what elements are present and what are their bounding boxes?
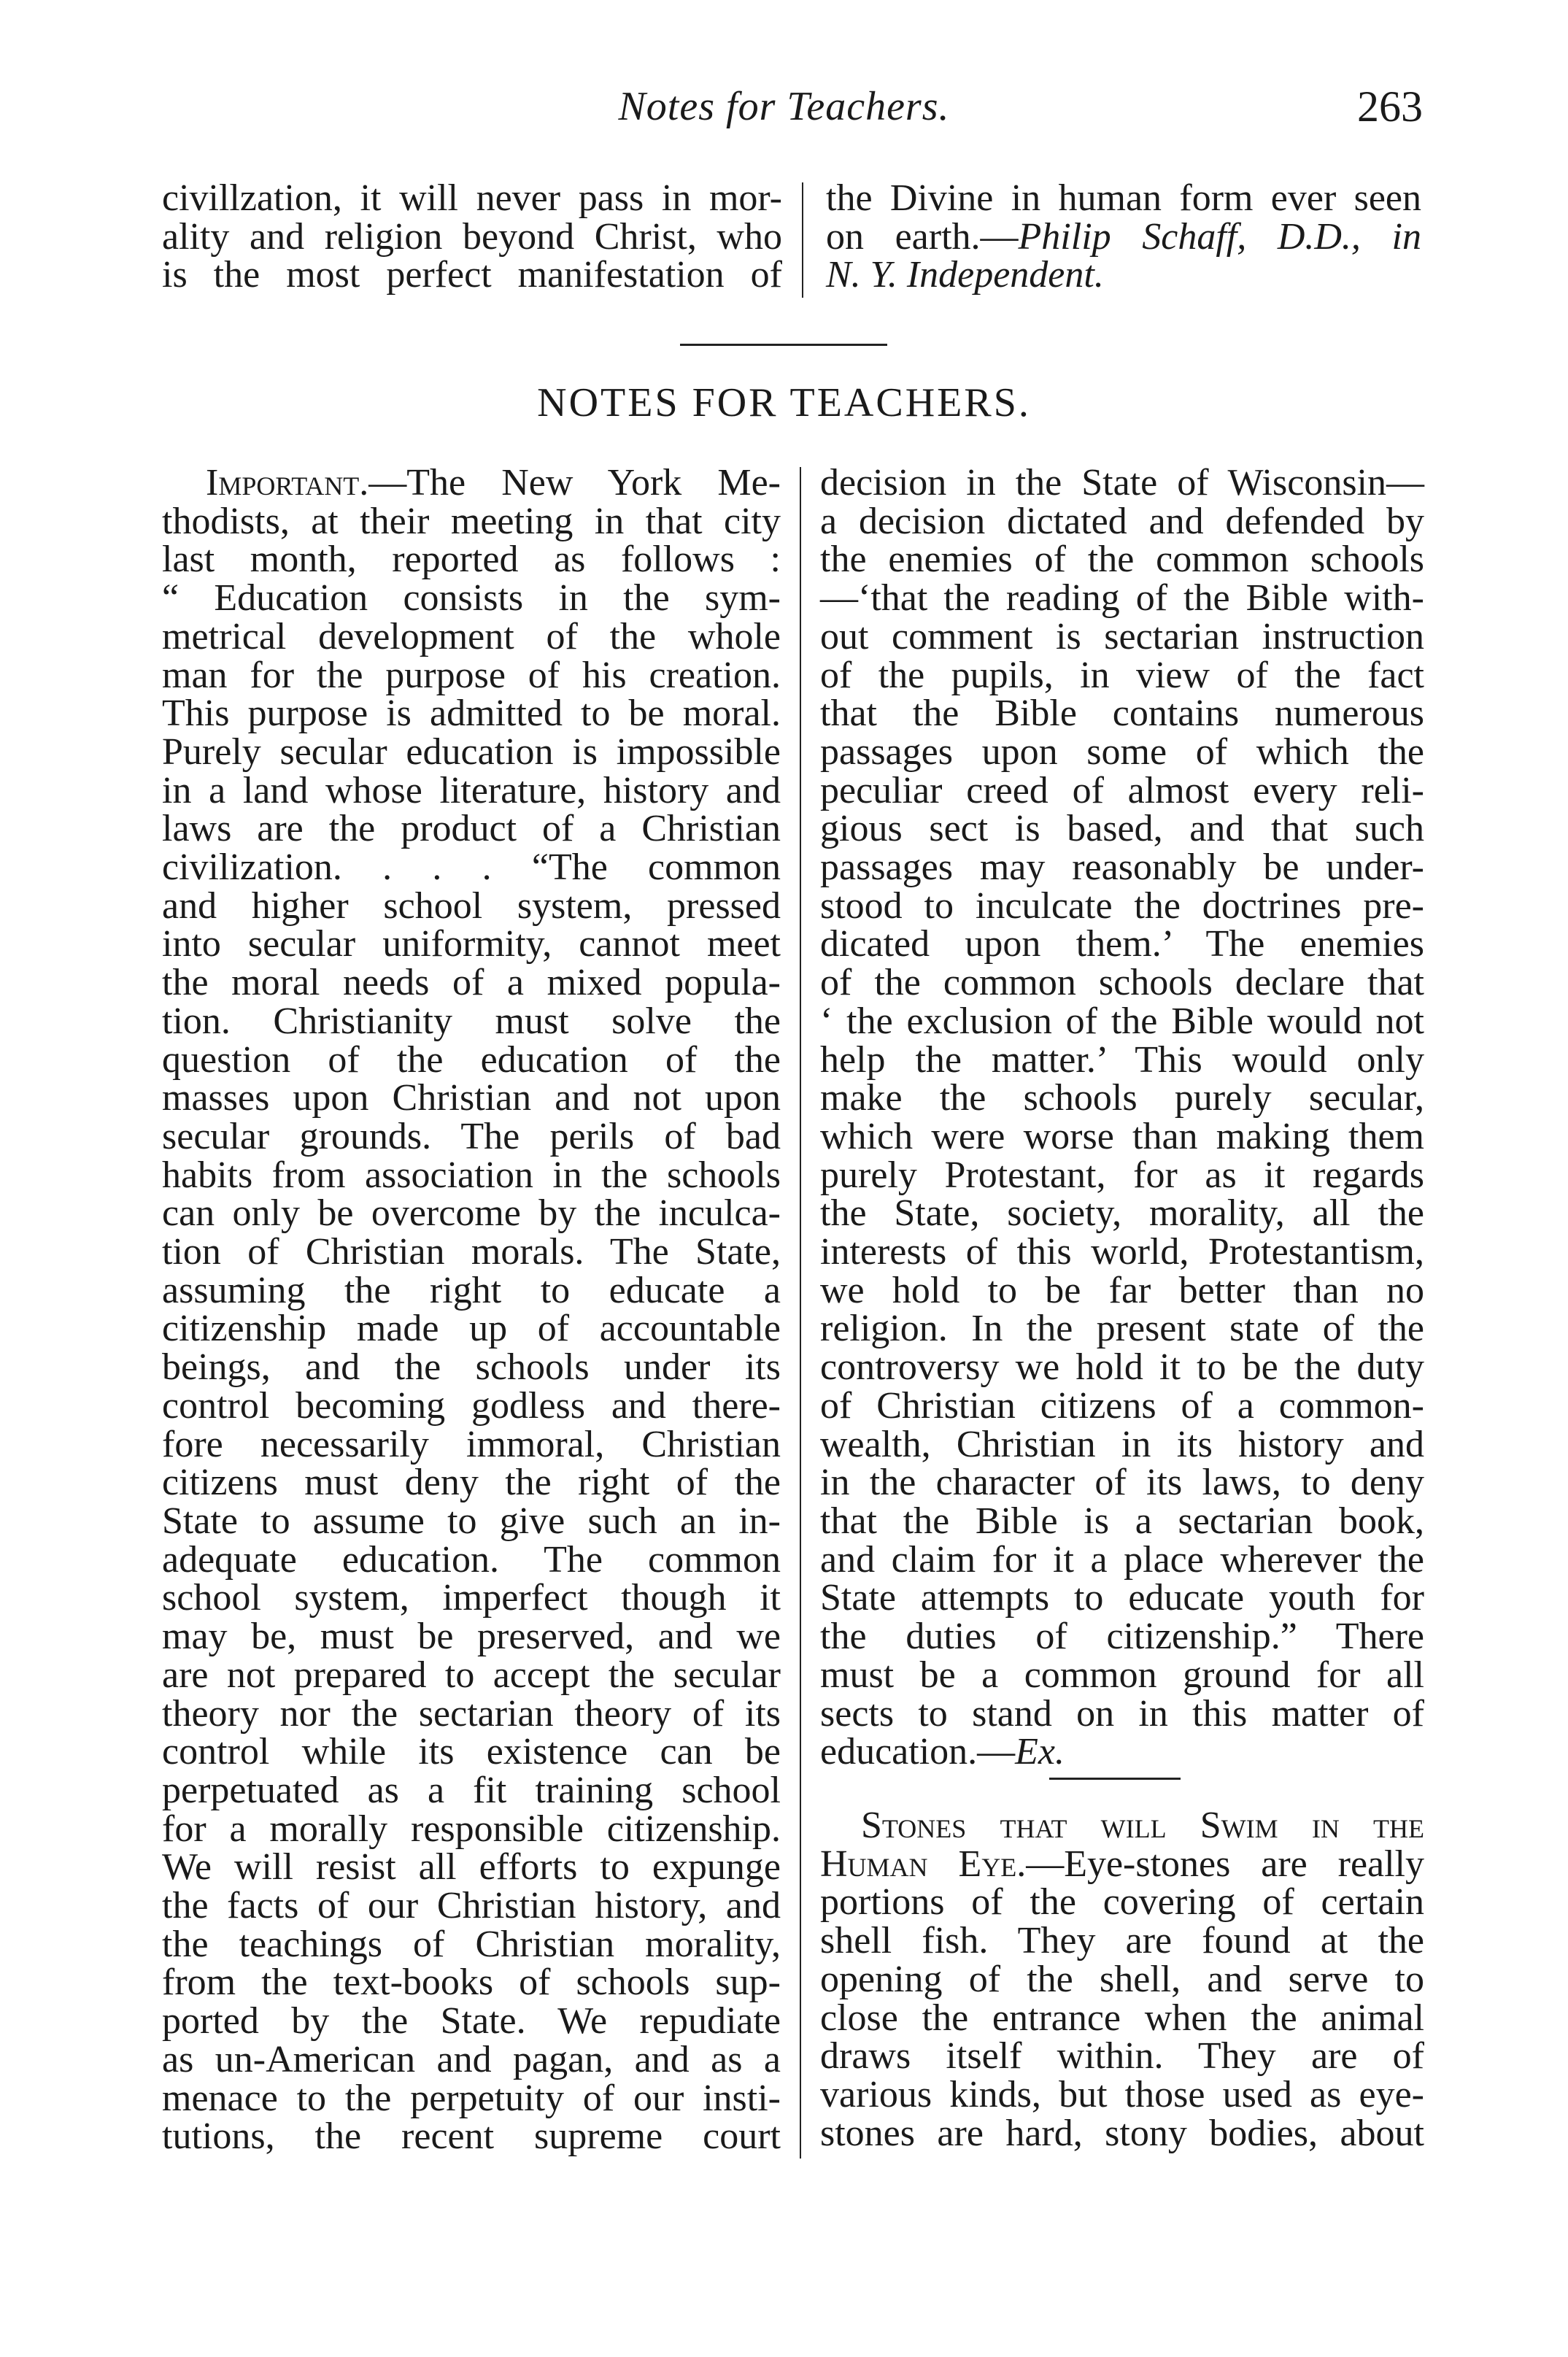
- column-divider-top: [802, 182, 803, 298]
- text-line: may be, must be preserved, and we: [162, 1616, 781, 1658]
- text-line: laws are the product of a Christian: [162, 808, 781, 850]
- text-line: the State, society, morality, all the: [820, 1192, 1424, 1235]
- text-line: draws itself within. They are of: [820, 2035, 1424, 2078]
- text-line: metrical development of the whole: [162, 615, 781, 657]
- text-line: menace to the perpetuity of our insti-: [162, 2077, 781, 2119]
- text-line: peculiar creed of almost every reli-: [820, 769, 1424, 811]
- text-line: secular grounds. The perils of bad: [162, 1115, 781, 1157]
- text-line: tion. Christianity must solve the: [162, 1000, 781, 1042]
- text-line: are not prepared to accept the secular: [162, 1654, 781, 1696]
- text-line: must be a common ground for all: [820, 1654, 1424, 1696]
- lead-heading: Human Eye.: [820, 1843, 1027, 1885]
- text-line: we hold to be far better than no: [820, 1269, 1424, 1311]
- text-line: dicated upon them.’ The enemies: [820, 923, 1424, 965]
- text-line: education.—Ex.: [820, 1731, 1065, 1773]
- text-line: control while its existence can be: [162, 1731, 781, 1773]
- text-line: control becoming godless and there-: [162, 1384, 781, 1427]
- text-line: and claim for it a place wherever the: [820, 1538, 1424, 1581]
- text-line: out comment is sectarian instruction: [820, 615, 1424, 657]
- text-line: for a morally responsible citizenship.: [162, 1808, 781, 1850]
- page-number: 263: [1357, 82, 1423, 131]
- text-line: a decision dictated and defended by: [820, 500, 1424, 542]
- text-line: the teachings of Christian morality,: [162, 1923, 781, 1965]
- important-left-column: [162, 464, 781, 2156]
- text-line: “ Education consists in the sym-: [162, 577, 781, 620]
- text-line: close the entrance when the animal: [820, 1997, 1424, 2039]
- text-line: thodists, at their meeting in that city: [162, 500, 781, 542]
- text-line: the Divine in human form ever seen: [826, 177, 1421, 219]
- text-line: the facts of our Christian history, and: [162, 1885, 781, 1927]
- text-line: which were worse than making them: [820, 1115, 1424, 1157]
- text-line: interests of this world, Protestantism,: [820, 1231, 1424, 1273]
- lead-heading: Important.: [206, 462, 369, 504]
- text-line: make the schools purely secular,: [820, 1077, 1424, 1119]
- text-line: ported by the State. We repudiate: [162, 2000, 781, 2042]
- text-line: opening of the shell, and serve to: [820, 1958, 1424, 2000]
- section-divider: [680, 344, 887, 346]
- column-divider-main: [800, 467, 801, 2159]
- text-line: Important.—The New York Me-: [206, 462, 781, 504]
- top-left-column: [162, 177, 782, 296]
- text-line: shell fish. They are found at the: [820, 1920, 1424, 1962]
- top-right-column: [826, 177, 1421, 296]
- text-line: question of the education of the: [162, 1038, 781, 1081]
- text-line: This purpose is admitted to be moral.: [162, 693, 781, 735]
- text-line: sects to stand on in this matter of: [820, 1692, 1424, 1735]
- section-heading: NOTES FOR TEACHERS.: [537, 380, 1031, 425]
- text-line: that the Bible is a sectarian book,: [820, 1500, 1424, 1542]
- article-divider: [1049, 1778, 1181, 1780]
- text-line: Purely secular education is impossible: [162, 730, 781, 773]
- text-line: in a land whose literature, history and: [162, 769, 781, 811]
- text-line: various kinds, but those used as eye-: [820, 2073, 1424, 2115]
- text-line: and higher school system, pressed: [162, 884, 781, 927]
- text-line: ality and religion beyond Christ, who: [162, 215, 782, 258]
- text-line: citizens must deny the right of the: [162, 1462, 781, 1504]
- text-line: the enemies of the common schools: [820, 539, 1424, 581]
- text-line: help the matter.’ This would only: [820, 1038, 1424, 1081]
- text-line: of the common schools declare that: [820, 962, 1424, 1004]
- text-line: tion of Christian morals. The State,: [162, 1231, 781, 1273]
- text-line: civillzation, it will never pass in mor-: [162, 177, 782, 219]
- text-line: wealth, Christian in its history and: [820, 1423, 1424, 1465]
- text-line: last month, reported as follows :: [162, 539, 781, 581]
- text-line: fore necessarily immoral, Christian: [162, 1423, 781, 1465]
- running-title: Notes for Teachers.: [618, 84, 950, 129]
- text-line: of Christian citizens of a common-: [820, 1384, 1424, 1427]
- text-line: We will resist all efforts to expunge: [162, 1846, 781, 1889]
- text-line: civilization. . . . “The common: [162, 846, 781, 889]
- text-line: theory nor the sectarian theory of its: [162, 1692, 781, 1735]
- text-line: stood to inculcate the doctrines pre-: [820, 884, 1424, 927]
- text-line: that the Bible contains numerous: [820, 693, 1424, 735]
- text-line: religion. In the present state of the: [820, 1308, 1424, 1350]
- lead-heading: Stones that will Swim in the: [861, 1805, 1424, 1846]
- text-line: decision in the State of Wisconsin—: [820, 462, 1424, 504]
- text-line: the moral needs of a mixed popula-: [162, 962, 781, 1004]
- text-line: —‘that the reading of the Bible with-: [820, 577, 1424, 620]
- text-line: citizenship made up of accountable: [162, 1308, 781, 1350]
- text-line: school system, imperfect though it: [162, 1577, 781, 1619]
- text-line: beings, and the schools under its: [162, 1346, 781, 1389]
- text-line: perpetuated as a fit training school: [162, 1769, 781, 1811]
- text-line: Human Eye.—Eye-stones are really: [820, 1843, 1424, 1885]
- text-line: from the text-books of schools sup-: [162, 1961, 781, 2004]
- text-line: man for the purpose of his creation.: [162, 654, 781, 696]
- text-line: masses upon Christian and not upon: [162, 1077, 781, 1119]
- text-line: ‘ the exclusion of the Bible would not: [820, 1000, 1424, 1042]
- text-line: the duties of citizenship.” There: [820, 1616, 1424, 1658]
- stones-article: [820, 1807, 1424, 2153]
- text-line: gious sect is based, and that such: [820, 808, 1424, 850]
- text-line: on earth.—Philip Schaff, D.D., in: [826, 215, 1421, 258]
- text-line: State attempts to educate youth for: [820, 1577, 1424, 1619]
- text-line: State to assume to give such an in-: [162, 1500, 781, 1542]
- text-line: is the most perfect manifestation of: [162, 254, 782, 296]
- text-line: assuming the right to educate a: [162, 1269, 781, 1311]
- text-line: stones are hard, stony bodies, about: [820, 2112, 1424, 2154]
- text-line: into secular uniformity, cannot meet: [162, 923, 781, 965]
- text-line: purely Protestant, for as it regards: [820, 1154, 1424, 1196]
- text-line: adequate education. The common: [162, 1538, 781, 1581]
- text-line: can only be overcome by the inculca-: [162, 1192, 781, 1235]
- text-line: tutions, the recent supreme court: [162, 2115, 781, 2158]
- text-line: portions of the covering of certain: [820, 1881, 1424, 1924]
- text-line: of the pupils, in view of the fact: [820, 654, 1424, 696]
- text-line: passages upon some of which the: [820, 730, 1424, 773]
- important-right-column: [820, 464, 1424, 1772]
- text-line: habits from association in the schools: [162, 1154, 781, 1196]
- text-line: as un-American and pagan, and as a: [162, 2038, 781, 2080]
- text-line: controversy we hold it to be the duty: [820, 1346, 1424, 1389]
- source-attribution: Ex.: [1015, 1731, 1065, 1773]
- text-line: N. Y. Independent.: [826, 254, 1104, 296]
- text-line: passages may reasonably be under-: [820, 846, 1424, 889]
- text-line: in the character of its laws, to deny: [820, 1462, 1424, 1504]
